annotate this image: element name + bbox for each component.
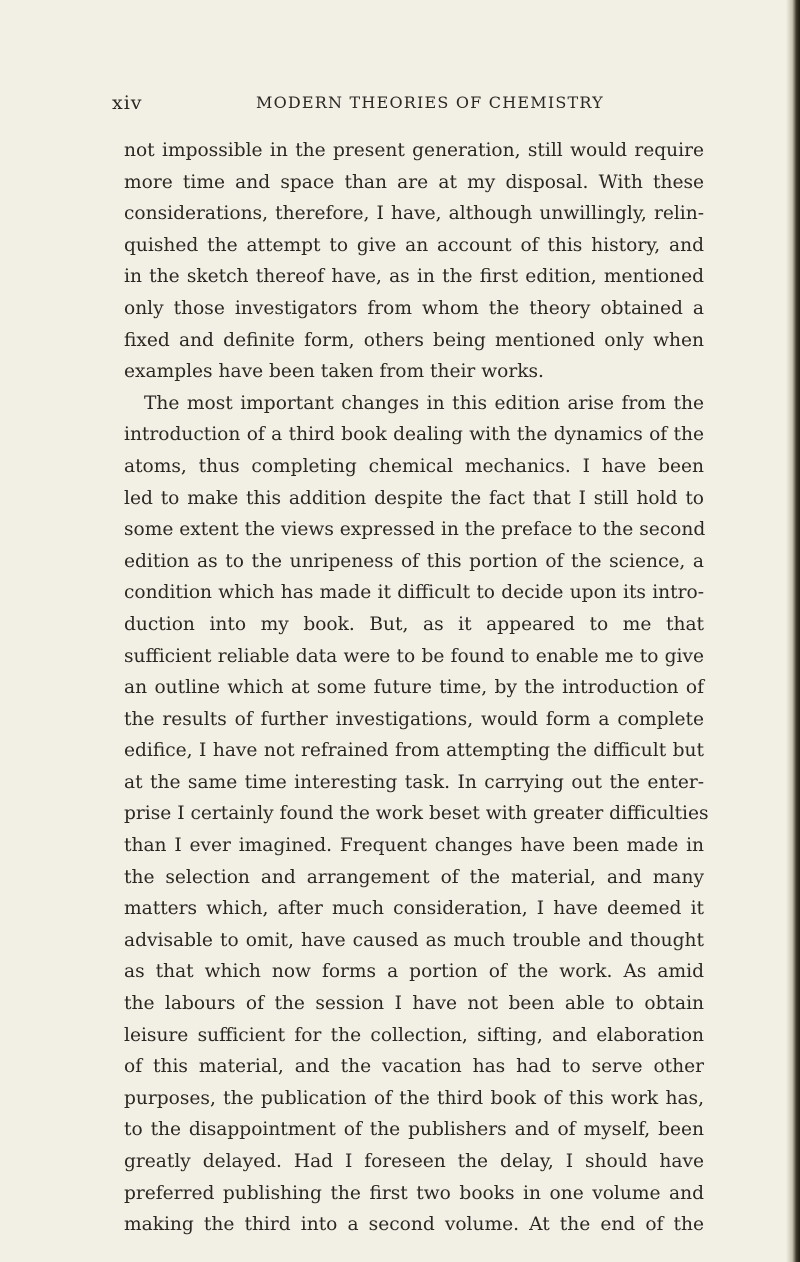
running-title: MODERN THEORIES OF CHEMISTRY	[256, 93, 604, 112]
text-line: more time and space than are at my disposal. With these	[124, 171, 704, 193]
text-line: atoms, thus completing chemical mechanics. I have been	[124, 455, 704, 477]
text-line: at the same time interesting task. In carrying out the enter-	[124, 771, 704, 793]
text-line: quished the attempt to give an account of this history, and	[124, 234, 704, 256]
text-line: leisure sufficient for the collection, sifting, and elaboration	[124, 1024, 704, 1046]
text-line: led to make this addition despite the fact that I still hold to	[124, 487, 704, 509]
page-number: xiv	[112, 92, 143, 114]
text-line: duction into my book. But, as it appeared to me that	[124, 613, 704, 635]
text-line: sufficient reliable data were to be found to enable me to give	[124, 645, 704, 667]
text-line: preferred publishing the first two books in one volume and	[124, 1182, 704, 1204]
text-line: the results of further investigations, would form a complete	[124, 708, 704, 730]
text-line: as that which now forms a portion of the work. As amid	[124, 961, 704, 983]
body-text	[124, 135, 709, 1241]
text-line: greatly delayed. Had I foreseen the delay, I should have	[124, 1151, 704, 1172]
text-line: than I ever imagined. Frequent changes have been made in	[124, 835, 704, 857]
text-line: prise I certainly found the work beset with greater difficulties	[124, 803, 709, 825]
text-line: purposes, the publication of the third book of this work has,	[124, 1087, 704, 1109]
text-line: some extent the views expressed in the preface to the second	[124, 519, 706, 541]
text-line: to the disappointment of the publishers and of myself, been	[124, 1119, 704, 1141]
text-line: matters which, after much consideration, I have deemed it	[124, 898, 704, 920]
text-line: considerations, therefore, I have, although unwillingly, relin-	[124, 203, 704, 225]
text-line: the selection and arrangement of the material, and many	[124, 866, 704, 888]
running-head	[112, 92, 696, 116]
text-line: advisable to omit, have caused as much trouble and thought	[124, 929, 704, 951]
text-line: condition which has made it difficult to decide upon its intro-	[124, 582, 704, 604]
page-edge-shadow	[786, 0, 800, 1262]
text-line: the labours of the session I have not been able to obtain	[124, 993, 704, 1015]
text-line: fixed and definite form, others being mentioned only when	[124, 329, 704, 351]
text-line: introduction of a third book dealing with the dynamics of the	[124, 424, 704, 446]
text-line: not impossible in the present generation, still would require	[124, 140, 704, 161]
text-line: making the third into a second volume. At the end of the	[124, 1214, 704, 1236]
text-line: only those investigators from whom the theory obtained a	[124, 297, 704, 319]
text-line: edifice, I have not refrained from attempting the difficult but	[124, 740, 704, 762]
text-line: The most important changes in this edition arise from the	[144, 392, 704, 414]
text-line: an outline which at some future time, by the introduction of	[124, 677, 704, 699]
text-line: examples have been taken from their works.	[124, 361, 544, 383]
text-line: of this material, and the vacation has had to serve other	[124, 1056, 704, 1078]
text-line: edition as to the unripeness of this portion of the science, a	[124, 550, 704, 572]
text-line: in the sketch thereof have, as in the first edition, mentioned	[124, 266, 704, 288]
